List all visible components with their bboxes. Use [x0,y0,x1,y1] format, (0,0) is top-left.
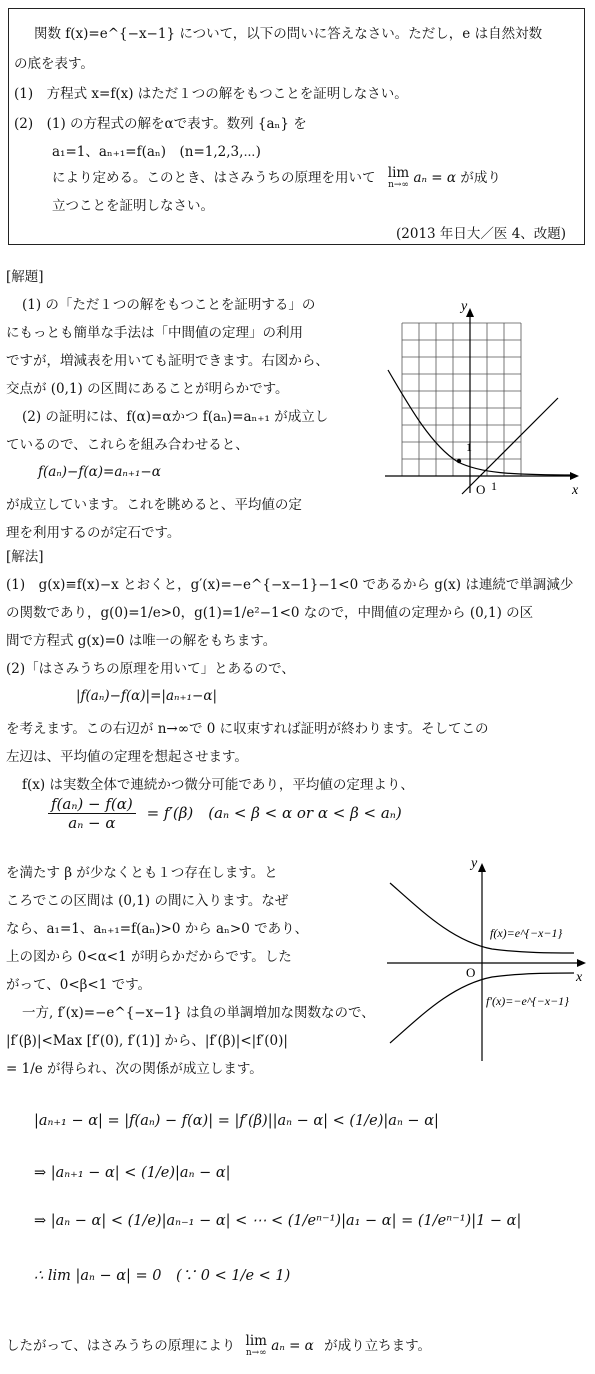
conclusion-limit: aₙ = α [271,1338,314,1354]
graph-1-tick-x: 1 [491,479,497,493]
graph-2-origin: O [466,965,476,980]
problem-source: (2013 年日大／医 4、改題) [396,226,567,242]
kaiho-s2-equation: |f(aₙ)−f(α)|=|aₙ₊₁−α| [76,688,217,704]
kaidai-p1-line-3: ですが，増減表を用いても証明できます。右図から、 [6,353,329,369]
kaiho-s1-line-2: の関数であり，g(0)=1/e>0，g(1)=1/e²−1<0 なので，中間値の定理から (0,1) の区 [6,605,534,621]
conclusion-post: が成り立ちます。 [324,1338,432,1354]
kaiho-left-line-8: = 1/e が得られ、次の関係が成立します。 [6,1061,263,1077]
kaiho-left-line-1: を満たす β が少なくとも１つ存在します。と [6,865,278,881]
conclusion-limit-label: lim [245,1333,267,1350]
graph-1 [380,298,585,503]
derivation-line-4: ∴ lim |aₙ − α| = 0 (∵ 0 < 1/e < 1) [34,1268,291,1284]
graph-1-point [457,459,461,463]
kaiho-left-line-2: ころでこの区間は (0,1) の間に入ります。なぜ [6,893,289,909]
conclusion [6,1334,431,1358]
problem-q2-c-text: により定める。このとき、はさみうちの原理を用いて [52,170,376,186]
conclusion-limit-subscript: n→∞ [245,1347,267,1358]
kaidai-p2-line-2: ているので、これらを組み合わせると、 [6,437,249,453]
mvt-denominator: aₙ − α [68,814,116,832]
kaiho-left-line-7: |f′(β)|<Max [f′(0), f′(1)] から、|f′(β)|<|f′(0)| [6,1033,288,1049]
graph-1-origin: O [476,482,486,497]
graph-2-y-label: y [471,856,478,871]
graph-1-line [462,398,558,494]
derivation-line-2: ⇒ |aₙ₊₁ − α| < (1/e)|aₙ − α| [34,1165,231,1181]
kaidai-p3-line-1: が成立しています。これを眺めると、平均値の定 [6,497,302,513]
graph-2 [382,853,590,1065]
problem-q2-c-tail: が成り [460,170,501,186]
kaiho-header: [解法] [6,549,44,565]
problem-q1: (1) 方程式 x=f(x) はただ１つの解をもつことを証明しなさい。 [14,86,408,102]
limit-label: lim [387,165,410,182]
problem-q2-b: a₁=1、aₙ₊₁=f(aₙ) (n=1,2,3,⋯) [52,144,261,160]
derivation-line-3: ⇒ |aₙ − α| < (1/e)|aₙ₋₁ − α| < ⋯ < (1/eⁿ⁻¹)|a₁ − α| = (1/eⁿ⁻¹)|1 − α| [34,1213,522,1229]
kaidai-p2-line-1: (2) の証明には、f(α)=αかつ f(aₙ)=aₙ₊₁ が成立し [22,409,329,425]
kaiho-left-line-6: 一方, f′(x)=−e^{−x−1} は負の単調増加な関数なので、 [22,1005,375,1021]
problem-q2-a: (2) (1) の方程式の解をαで表す。数列 {aₙ} を [14,116,307,132]
graph-2-x-label: x [576,970,583,985]
kaidai-p1-line-1: (1) の「ただ１つの解をもつことを証明する」の [22,297,316,313]
graph-1-y-label: y [461,299,468,314]
limit-symbol [388,167,409,190]
mvt-numerator: f(aₙ) − f(α) [48,795,136,814]
graph-2-f-label: f(x)=e^{−x−1} [490,926,563,940]
graph-2-y-arrow [478,863,486,872]
kaiho-s2-line-3: 左辺は、平均値の定理を想起させます。 [6,749,248,765]
graph-1-tick-y: 1 [466,440,472,454]
problem-q2-c-limit: aₙ = α [413,170,457,186]
kaidai-header: [解題] [6,269,44,285]
kaiho-left-line-5: がって、0<β<1 です。 [6,977,152,993]
mvt-equation [48,795,402,832]
limit-subscript: n→∞ [388,179,409,190]
kaiho-s2-line-1: (2)「はさみうちの原理を用いて」とあるので、 [6,661,295,677]
kaiho-left-line-4: 上の図から 0<α<1 が明らかだからです。した [6,949,292,965]
kaiho-s2-line-2: を考えます。この右辺が n→∞で 0 に収束すれば証明が終わります。そしてこの [6,721,489,737]
kaidai-p1-line-4: 交点が (0,1) の区間にあることが明らかです。 [6,381,289,397]
conclusion-pre: したがって、はさみうちの原理により [6,1338,236,1354]
kaidai-equation: f(aₙ)−f(α)=aₙ₊₁−α [38,464,161,480]
graph-1-x-arrow [570,472,579,480]
problem-intro-2: の底を表す。 [14,56,94,72]
kaidai-p1-line-2: にもっとも簡単な手法は「中間値の定理」の利用 [6,325,303,341]
kaiho-s2-line-4: f(x) は実数全体で連続かつ微分可能であり，平均値の定理より、 [22,777,414,793]
graph-1-x-label: x [572,483,579,498]
mvt-rhs: = f′(β) (aₙ < β < α or α < β < aₙ) [146,803,402,822]
problem-q2-d: 立つことを証明しなさい。 [52,198,214,214]
mvt-fraction [48,795,136,832]
kaiho-s1-line-1: (1) g(x)≡f(x)−x とおくと，g′(x)=−e^{−x−1}−1<0 であるから g(x) は連続で単調減少 [6,577,574,593]
graph-2-x-arrow [577,959,586,967]
derivation-line-1: |aₙ₊₁ − α| = |f(aₙ) − f(α)| = |f′(β)||aₙ − α| < (1/e)|aₙ − α| [34,1113,439,1129]
kaiho-s1-line-3: 間で方程式 g(x)=0 は唯一の解をもちます。 [6,633,277,649]
problem-q2-c [52,166,501,190]
conclusion-limit-symbol [246,1335,267,1358]
graph-2-fprime-label: f′(x)=−e^{−x−1} [486,994,569,1008]
problem-intro-1: 関数 f(x)=e^{−x−1} について，以下の問いに答えなさい。ただし，e は自然対数 [34,26,543,42]
kaidai-p3-line-2: 理を利用するのが定石です。 [6,525,181,541]
kaiho-left-line-3: なら、a₁=1、aₙ₊₁=f(aₙ)>0 から aₙ>0 であり、 [6,921,309,937]
